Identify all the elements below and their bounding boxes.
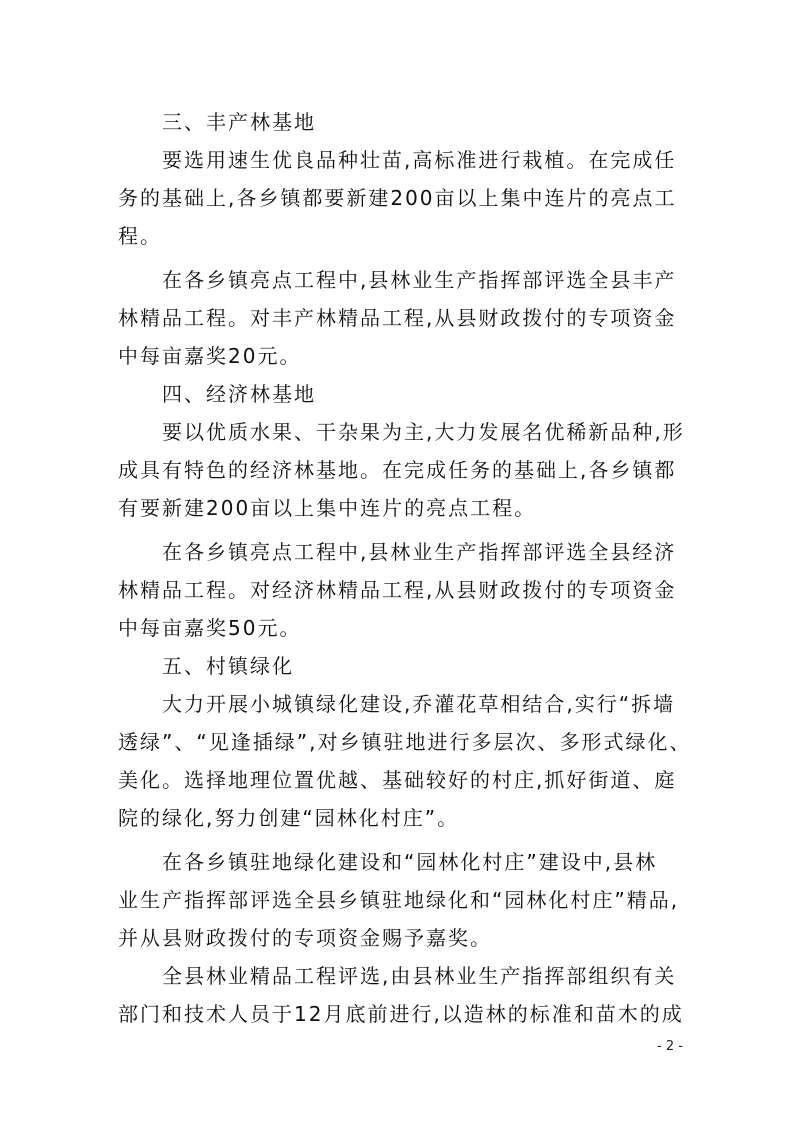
paragraph-line: 并从县财政拨付的专项资金赐予嘉奖。 (118, 926, 492, 950)
paragraph-line: 在各乡镇亮点工程中,县林业生产指挥部评选全县丰产 (162, 268, 677, 292)
paragraph-line: 程。 (118, 224, 162, 248)
paragraph-line: 全县林业精品工程评选,由县林业生产指挥部组织有关 (162, 964, 677, 988)
paragraph-line: 中每亩嘉奖20元。 (118, 344, 302, 368)
paragraph-line: 大力开展小城镇绿化建设,乔灌花草相结合,实行“拆墙 (162, 692, 676, 716)
paragraph-line: 透绿”、“见逢插绿”,对乡镇驻地进行多层次、多形式绿化、 (118, 730, 692, 754)
paragraph-line: 林精品工程。对丰产林精品工程,从县财政拨付的专项资金 (118, 306, 677, 330)
paragraph-line: 有要新建200亩以上集中连片的亮点工程。 (118, 496, 537, 520)
section-heading-village-town-greening: 五、村镇绿化 (162, 654, 294, 678)
section-heading-high-yield-forest-base: 三、丰产林基地 (162, 110, 316, 134)
section-heading-economic-forest-base: 四、经济林基地 (162, 382, 316, 406)
paragraph-line: 美化。选择地理位置优越、基础较好的村庄,抓好街道、庭 (118, 768, 677, 792)
paragraph-line: 业生产指挥部评选全县乡镇驻地绿化和“园林化村庄”精品, (118, 888, 680, 912)
paragraph-line: 在各乡镇驻地绿化建设和“园林化村庄”建设中,县林 (162, 850, 658, 874)
page-number: - 2 - (657, 1039, 683, 1054)
paragraph-line: 要选用速生优良品种壮苗,高标准进行栽植。在完成任 (162, 148, 677, 172)
paragraph-line: 务的基础上,各乡镇都要新建200亩以上集中连片的亮点工 (118, 186, 677, 210)
document-body (118, 103, 692, 1033)
paragraph-line: 部门和技术人员于12月底前进行,以造林的标准和苗木的成 (118, 1002, 684, 1026)
paragraph-line: 成具有特色的经济林基地。在完成任务的基础上,各乡镇都 (118, 458, 677, 482)
paragraph-line: 在各乡镇亮点工程中,县林业生产指挥部评选全县经济 (162, 540, 677, 564)
paragraph-line: 要以优质水果、干杂果为主,大力发展名优稀新品种,形 (162, 420, 685, 444)
paragraph-line: 林精品工程。对经济林精品工程,从县财政拨付的专项资金 (118, 578, 677, 602)
paragraph-line: 中每亩嘉奖50元。 (118, 616, 302, 640)
paragraph-line: 院的绿化,努力创建“园林化村庄”。 (118, 806, 460, 830)
